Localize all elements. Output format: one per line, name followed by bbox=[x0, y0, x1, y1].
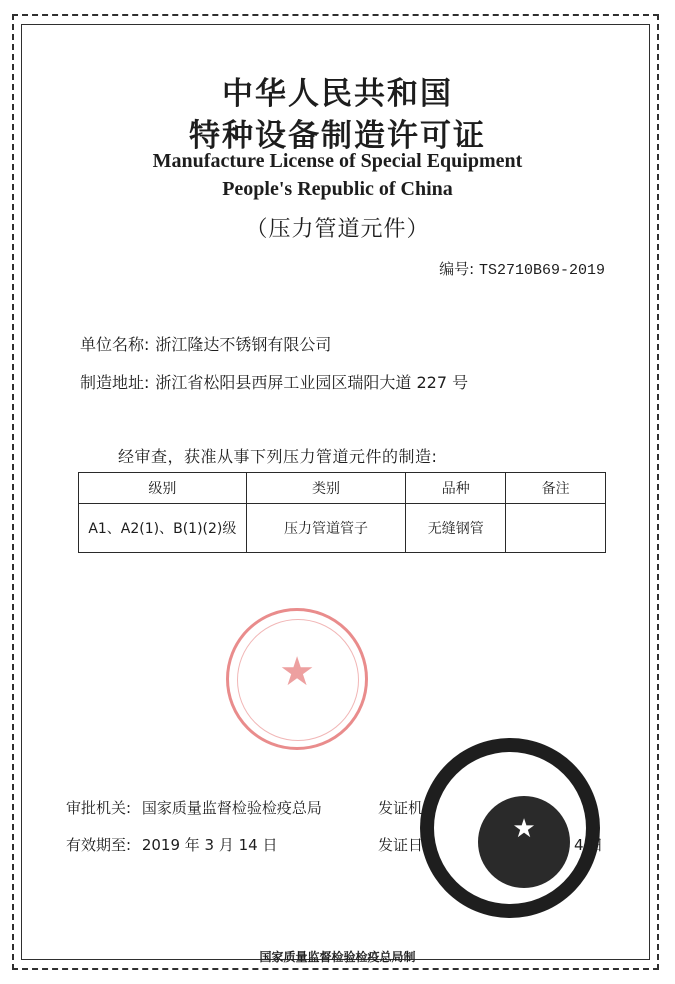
expiry-value: 2019 年 3 月 14 日 bbox=[141, 836, 278, 854]
cell-remarks bbox=[506, 504, 606, 553]
header-remarks: 备注 bbox=[506, 473, 606, 504]
scope-table bbox=[78, 472, 606, 553]
issuing-authority-label: 发证机 bbox=[378, 799, 424, 817]
company-stamp bbox=[226, 608, 368, 750]
subtitle-category: （压力管道元件） bbox=[245, 217, 430, 242]
issue-date-tail: 4 日 bbox=[574, 836, 604, 854]
unit-name-label: 单位名称: bbox=[80, 335, 150, 354]
unit-address-field bbox=[80, 370, 468, 393]
star-icon: ★ bbox=[279, 649, 315, 695]
cell-category: 压力管道管子 bbox=[246, 504, 406, 553]
approval-authority-label: 审批机关: bbox=[66, 799, 132, 817]
certificate-number bbox=[439, 258, 605, 279]
cell-grade: A1、A2(1)、B(1)(2)级 bbox=[79, 504, 247, 553]
expiry-label: 有效期至: bbox=[66, 836, 132, 854]
header-variety: 品种 bbox=[406, 473, 506, 504]
header-category: 类别 bbox=[246, 473, 406, 504]
approval-statement: 经审查，获准从事下列压力管道元件的制造: bbox=[118, 447, 438, 466]
unit-name-value: 浙江隆达不锈钢有限公司 bbox=[155, 335, 332, 354]
footer-issuer: 国家质量监督检验检疫总局制 bbox=[259, 950, 416, 964]
title-english-country: People's Republic of China bbox=[222, 178, 453, 200]
certificate-number-value: TS2710B69-2019 bbox=[478, 262, 605, 279]
title-english-license: Manufacture License of Special Equipment bbox=[152, 150, 523, 172]
certificate-number-label: 编号: bbox=[439, 260, 475, 278]
official-seal bbox=[420, 738, 600, 918]
cell-variety: 无缝钢管 bbox=[406, 504, 506, 553]
national-emblem-icon bbox=[478, 796, 570, 888]
table-row bbox=[79, 504, 606, 553]
title-country: 中华人民共和国 bbox=[222, 76, 453, 112]
unit-address-value: 浙江省松阳县西屏工业园区瑞阳大道 227 号 bbox=[155, 373, 469, 392]
official-seal-ring bbox=[434, 752, 586, 904]
unit-name-field bbox=[80, 332, 331, 355]
expiry-date bbox=[66, 834, 278, 855]
emblem-star-icon: ★ bbox=[512, 814, 536, 844]
unit-address-label: 制造地址: bbox=[80, 373, 150, 392]
header-grade: 级别 bbox=[79, 473, 247, 504]
table-header-row bbox=[79, 473, 606, 504]
approval-authority-value: 国家质量监督检验检疫总局 bbox=[141, 799, 322, 817]
issue-date-label: 发证日 bbox=[378, 836, 424, 854]
approval-authority bbox=[66, 797, 322, 818]
title-license: 特种设备制造许可证 bbox=[189, 118, 486, 154]
